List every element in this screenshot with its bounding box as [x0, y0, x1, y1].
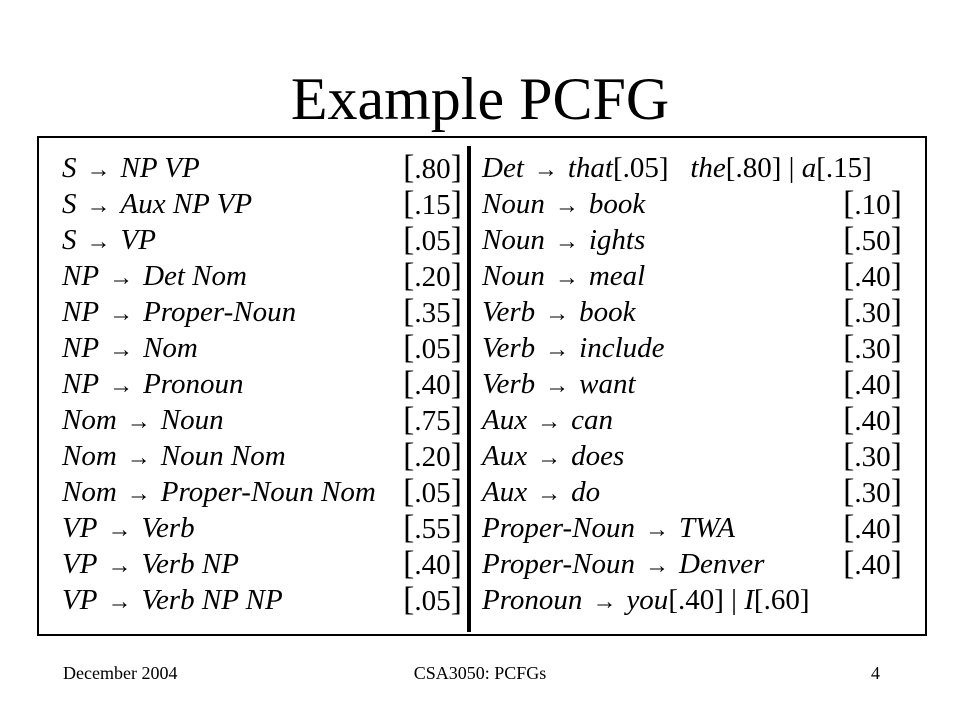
arrow-icon: →: [126, 409, 151, 435]
prob-value: .60: [763, 584, 800, 616]
rule-rhs: do: [571, 476, 601, 508]
prob-value: .05: [414, 333, 451, 365]
prob-value: .05: [414, 225, 451, 257]
prob-value: .40: [854, 513, 891, 545]
rule-lhs: Noun: [482, 224, 545, 256]
rule-row: [482, 510, 902, 546]
rule-row: [62, 294, 462, 330]
arrow-icon: →: [86, 193, 111, 219]
arrow-icon: →: [126, 445, 151, 471]
rule-row: [62, 366, 462, 402]
rule-row: [62, 438, 462, 474]
bracket-open: [: [403, 329, 415, 366]
rule-rhs: want: [579, 368, 636, 400]
bracket-open: [: [725, 152, 736, 184]
rule-row: [482, 258, 902, 294]
bracket-close: ]: [450, 365, 462, 402]
rule-lhs: Proper-Noun: [482, 512, 636, 544]
prob-value: .50: [854, 225, 891, 257]
rule-rhs: Verb NP: [141, 548, 239, 580]
rule-rhs: meal: [588, 260, 646, 292]
bracket-open: [: [843, 185, 855, 222]
rule-row: [62, 474, 462, 510]
arrow-icon: →: [109, 337, 134, 363]
rule-lhs: Nom: [62, 404, 117, 436]
bracket-close: ]: [450, 293, 462, 330]
bracket-open: [: [843, 329, 855, 366]
rule-row: [482, 402, 902, 438]
rule-lhs: Verb: [482, 332, 536, 364]
bracket-open: [: [753, 584, 764, 616]
inline-prob: [726, 152, 782, 184]
inline-prob: [816, 152, 872, 184]
rule-lhs: S: [62, 224, 77, 256]
prob-value: .55: [414, 513, 451, 545]
bracket-open: [: [403, 149, 415, 186]
rule-prob: [843, 258, 902, 295]
rule-lhs: Aux: [482, 404, 528, 436]
rule-rhs: include: [579, 332, 665, 364]
rule-row: [62, 510, 462, 546]
rule-prob: [403, 186, 462, 223]
rule-lhs: NP: [62, 332, 100, 364]
rule-prob: [843, 186, 902, 223]
arrow-icon: →: [86, 157, 111, 183]
rule-prob: [843, 546, 902, 583]
prob-value: .40: [854, 405, 891, 437]
rule-prob: [843, 222, 902, 259]
rule-prob: [843, 294, 902, 331]
rule-lhs: Nom: [62, 476, 117, 508]
arrow-icon: →: [554, 265, 579, 291]
prob-value: .20: [414, 441, 451, 473]
prob-value: .80: [414, 153, 451, 185]
rule-lhs: Pronoun: [482, 584, 583, 616]
bracket-close: ]: [450, 329, 462, 366]
arrow-icon: →: [554, 229, 579, 255]
bracket-close: ]: [714, 584, 724, 616]
rule-rhs: Verb NP NP: [141, 584, 283, 616]
prob-value: .30: [854, 441, 891, 473]
bracket-open: [: [668, 584, 678, 616]
bracket-open: [: [843, 221, 855, 258]
bracket-close: ]: [890, 185, 902, 222]
rule-prob: [403, 582, 462, 619]
arrow-icon: →: [109, 265, 134, 291]
rule-rhs: TWA: [679, 512, 735, 544]
rule-prob: [843, 438, 902, 475]
rule-word: a: [801, 152, 817, 184]
rule-lhs: Noun: [482, 188, 545, 220]
rule-rhs: Noun: [160, 404, 224, 436]
rule-lhs: Aux: [482, 440, 528, 472]
rule-rhs: book: [588, 188, 646, 220]
bracket-close: ]: [658, 152, 669, 184]
arrow-icon: →: [545, 373, 570, 399]
bracket-close: ]: [890, 329, 902, 366]
bracket-open: [: [613, 152, 623, 184]
slide-title: Example PCFG: [290, 66, 670, 132]
bracket-close: ]: [450, 257, 462, 294]
rule-lhs: Noun: [482, 260, 545, 292]
bracket-close: ]: [450, 473, 462, 510]
rule-prob: [843, 366, 902, 403]
rule-row: [62, 402, 462, 438]
bracket-open: [: [403, 365, 415, 402]
rule-rhs: ights: [588, 224, 646, 256]
rule-rhs: Det Nom: [143, 260, 247, 292]
prob-value: .05: [622, 152, 659, 184]
bracket-close: ]: [799, 584, 810, 616]
bracket-close: ]: [890, 293, 902, 330]
rule-prob: [403, 474, 462, 511]
prob-value: .30: [854, 477, 891, 509]
rule-row: [482, 582, 902, 618]
rule-lhs: S: [62, 152, 77, 184]
rule-row: [62, 222, 462, 258]
rule-row: [62, 582, 462, 618]
arrow-icon: →: [109, 301, 134, 327]
rule-row: [482, 222, 902, 258]
arrow-icon: →: [545, 301, 570, 327]
arrow-icon: →: [645, 553, 670, 579]
rule-rhs: Nom: [143, 332, 198, 364]
arrow-icon: →: [537, 409, 562, 435]
bracket-open: [: [816, 152, 826, 184]
prob-value: .75: [414, 405, 451, 437]
rule-rhs: does: [571, 440, 625, 472]
rule-prob: [843, 330, 902, 367]
bracket-close: ]: [450, 509, 462, 546]
arrow-icon: →: [537, 445, 562, 471]
rule-prob: [403, 402, 462, 439]
rule-lhs: Det: [482, 152, 524, 184]
rule-lhs: NP: [62, 368, 100, 400]
rule-word: you: [626, 584, 669, 616]
rule-row: [482, 294, 902, 330]
rule-rhs: Noun Nom: [160, 440, 286, 472]
inline-prob: [668, 584, 724, 616]
prob-value: .40: [854, 549, 891, 581]
rule-lhs: Nom: [62, 440, 117, 472]
rule-rhs: Pronoun: [143, 368, 244, 400]
bracket-open: [: [403, 293, 415, 330]
rule-row: [62, 330, 462, 366]
bracket-close: ]: [890, 545, 902, 582]
bracket-close: ]: [450, 581, 462, 618]
arrow-icon: →: [533, 157, 558, 183]
bracket-open: [: [403, 545, 415, 582]
bracket-open: [: [843, 293, 855, 330]
rule-rhs: can: [571, 404, 613, 436]
inline-prob: [613, 152, 669, 184]
arrow-icon: →: [86, 229, 111, 255]
alt-separator: |: [781, 152, 802, 184]
bracket-open: [: [843, 437, 855, 474]
prob-value: .30: [854, 297, 891, 329]
rule-lhs: Verb: [482, 368, 536, 400]
footer-course: CSA3050: PCFGs: [413, 663, 547, 683]
right-rule-list: [482, 150, 902, 618]
bracket-close: ]: [890, 473, 902, 510]
bracket-close: ]: [450, 185, 462, 222]
rule-word: the: [690, 152, 726, 184]
bracket-close: ]: [450, 401, 462, 438]
rule-prob: [403, 294, 462, 331]
rule-row: [482, 366, 902, 402]
rule-row: [482, 546, 902, 582]
bracket-close: ]: [862, 152, 872, 184]
rule-row: [62, 186, 462, 222]
rule-row: [62, 150, 462, 186]
rule-row: [482, 330, 902, 366]
rule-row: [62, 258, 462, 294]
rule-prob: [843, 474, 902, 511]
bracket-open: [: [403, 473, 415, 510]
prob-value: .15: [825, 152, 863, 184]
bracket-close: ]: [450, 221, 462, 258]
bracket-open: [: [403, 221, 415, 258]
bracket-close: ]: [450, 437, 462, 474]
rule-lhs: VP: [62, 512, 98, 544]
arrow-icon: →: [107, 589, 132, 615]
rule-lhs: Proper-Noun: [482, 548, 636, 580]
rule-row: [482, 186, 902, 222]
column-divider: [467, 146, 471, 632]
bracket-close: ]: [890, 509, 902, 546]
rule-word: that: [567, 152, 613, 184]
rule-rhs: Denver: [679, 548, 765, 580]
prob-value: .40: [414, 369, 451, 401]
arrow-icon: →: [126, 481, 151, 507]
prob-value: .05: [414, 477, 451, 509]
rule-lhs: S: [62, 188, 77, 220]
prob-value: .40: [414, 549, 451, 581]
bracket-open: [: [843, 257, 855, 294]
rule-lhs: Verb: [482, 296, 536, 328]
rule-lhs: VP: [62, 584, 98, 616]
rule-prob: [403, 546, 462, 583]
rule-row: [62, 546, 462, 582]
bracket-close: ]: [771, 152, 782, 184]
rule-lhs: NP: [62, 260, 100, 292]
rule-rhs: VP: [120, 224, 156, 256]
rule-word: I: [744, 584, 754, 616]
prob-value: .80: [735, 152, 772, 184]
arrow-icon: →: [645, 517, 670, 543]
prob-value: .15: [414, 189, 451, 221]
bracket-open: [: [843, 545, 855, 582]
rule-rhs: Aux NP VP: [120, 188, 253, 220]
rule-rhs: Verb: [141, 512, 195, 544]
bracket-close: ]: [450, 149, 462, 186]
rule-prob: [403, 366, 462, 403]
rule-prob: [403, 438, 462, 475]
prob-value: .30: [854, 333, 891, 365]
left-rule-list: [62, 150, 462, 618]
bracket-open: [: [403, 257, 415, 294]
bracket-open: [: [843, 473, 855, 510]
alt-separator: |: [723, 584, 745, 616]
arrow-icon: →: [537, 481, 562, 507]
rule-row: [482, 438, 902, 474]
bracket-close: ]: [890, 257, 902, 294]
arrow-icon: →: [107, 517, 132, 543]
bracket-open: [: [843, 509, 855, 546]
prob-value: .05: [414, 585, 451, 617]
bracket-open: [: [403, 185, 415, 222]
bracket-open: [: [403, 401, 415, 438]
bracket-close: ]: [450, 545, 462, 582]
rule-prob: [403, 510, 462, 547]
alt-separator: [669, 152, 691, 184]
bracket-close: ]: [890, 437, 902, 474]
bracket-open: [: [843, 401, 855, 438]
rule-lhs: VP: [62, 548, 98, 580]
arrow-icon: →: [592, 589, 617, 615]
prob-value: .20: [414, 261, 451, 293]
prob-value: .10: [854, 189, 891, 221]
rule-rhs: Proper-Noun Nom: [160, 476, 376, 508]
rule-prob: [843, 402, 902, 439]
rule-row: [482, 150, 902, 186]
rule-rhs: NP VP: [120, 152, 200, 184]
rule-rhs: book: [579, 296, 636, 328]
rule-lhs: Aux: [482, 476, 528, 508]
bracket-open: [: [403, 437, 415, 474]
footer-date: December 2004: [63, 663, 178, 683]
inline-prob: [754, 584, 810, 616]
rule-row: [482, 474, 902, 510]
rule-prob: [403, 222, 462, 259]
bracket-open: [: [403, 509, 415, 546]
arrow-icon: →: [109, 373, 134, 399]
rule-rhs: Proper-Noun: [143, 296, 297, 328]
prob-value: .35: [414, 297, 451, 329]
arrow-icon: →: [554, 193, 579, 219]
rule-prob: [403, 150, 462, 187]
prob-value: .40: [854, 369, 891, 401]
bracket-open: [: [403, 581, 415, 618]
bracket-close: ]: [890, 365, 902, 402]
rule-lhs: NP: [62, 296, 100, 328]
prob-value: .40: [854, 261, 891, 293]
rule-prob: [403, 330, 462, 367]
footer-page-number: 4: [871, 663, 880, 683]
bracket-close: ]: [890, 401, 902, 438]
rule-prob: [403, 258, 462, 295]
arrow-icon: →: [107, 553, 132, 579]
arrow-icon: →: [545, 337, 570, 363]
rule-prob: [843, 510, 902, 547]
bracket-open: [: [843, 365, 855, 402]
prob-value: .40: [677, 584, 715, 616]
bracket-close: ]: [890, 221, 902, 258]
